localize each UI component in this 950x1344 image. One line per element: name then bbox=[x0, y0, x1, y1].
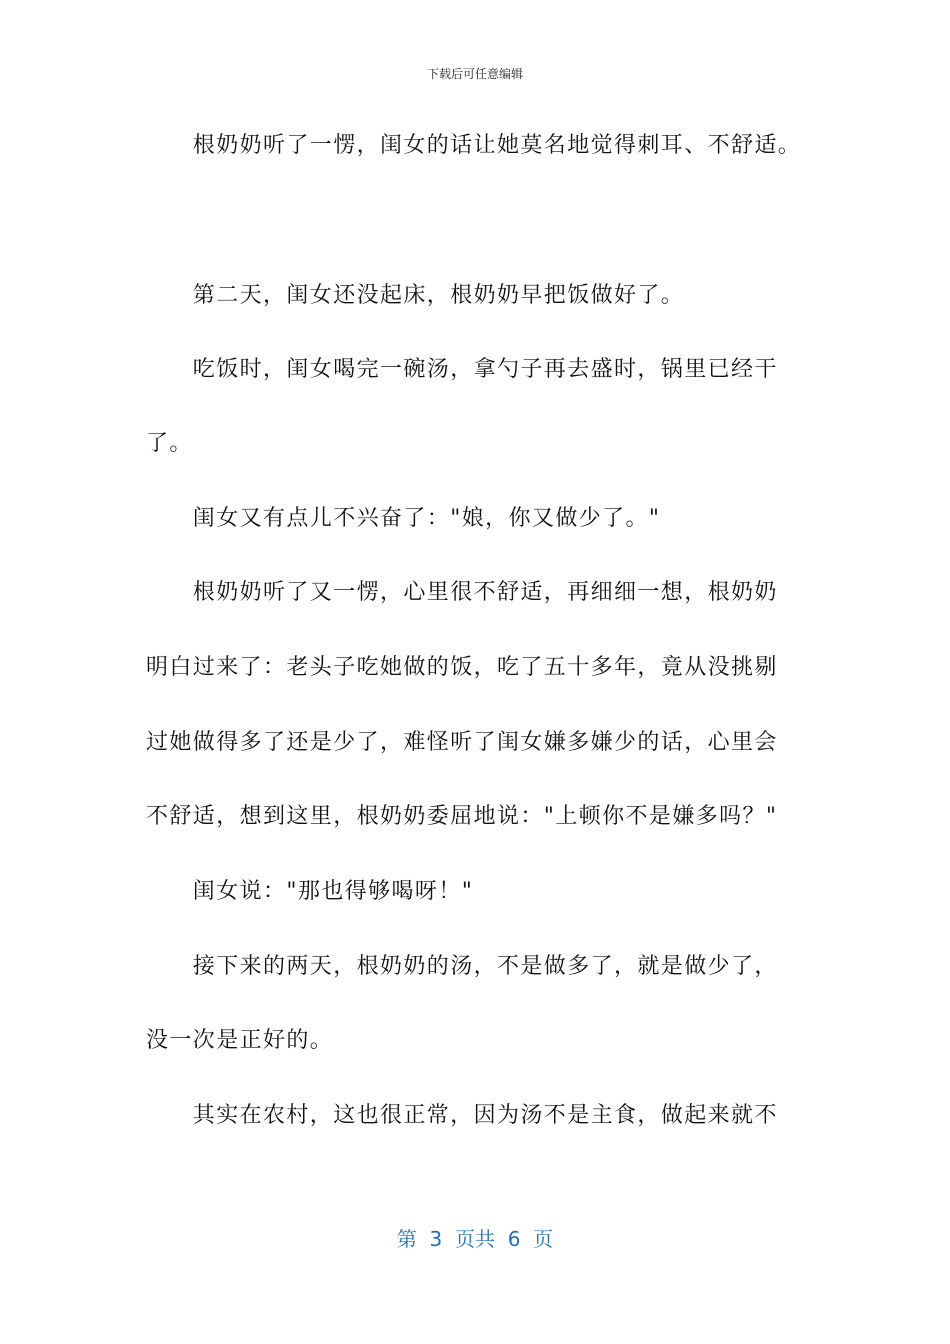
text-line: 不舒适，想到这里，根奶奶委屈地说："上顿你不是嫌多吗？" bbox=[146, 804, 778, 829]
text-line: 吃饭时，闺女喝完一碗汤，拿勺子再去盛时，锅里已经干 bbox=[146, 357, 778, 382]
text-line: 闺女说："那也得够喝呀！" bbox=[146, 879, 474, 904]
text-line: 了。 bbox=[146, 431, 193, 456]
text-line: 明白过来了：老头子吃她做的饭，吃了五十多年，竟从没挑剔 bbox=[146, 655, 778, 680]
page-number-footer: 第 3 页共 6 页 bbox=[396, 1227, 554, 1251]
text-line: 接下来的两天，根奶奶的汤，不是做多了，就是做少了， bbox=[146, 954, 778, 979]
text-line: 没一次是正好的。 bbox=[146, 1028, 334, 1053]
text-line: 第二天，闺女还没起床，根奶奶早把饭做好了。 bbox=[146, 283, 685, 308]
page-header: 下载后可任意编辑 bbox=[426, 67, 523, 81]
text-line: 根奶奶听了一愣，闺女的话让她莫名地觉得刺耳、不舒适。 bbox=[146, 133, 802, 158]
text-line: 过她做得多了还是少了，难怪听了闺女嫌多嫌少的话，心里会 bbox=[146, 730, 778, 755]
text-line: 根奶奶听了又一愣，心里很不舒适，再细细一想，根奶奶 bbox=[146, 580, 778, 605]
text-line: 其实在农村，这也很正常，因为汤不是主食，做起来就不 bbox=[146, 1103, 778, 1128]
text-line: 闺女又有点儿不兴奋了："娘，你又做少了。" bbox=[146, 506, 661, 531]
